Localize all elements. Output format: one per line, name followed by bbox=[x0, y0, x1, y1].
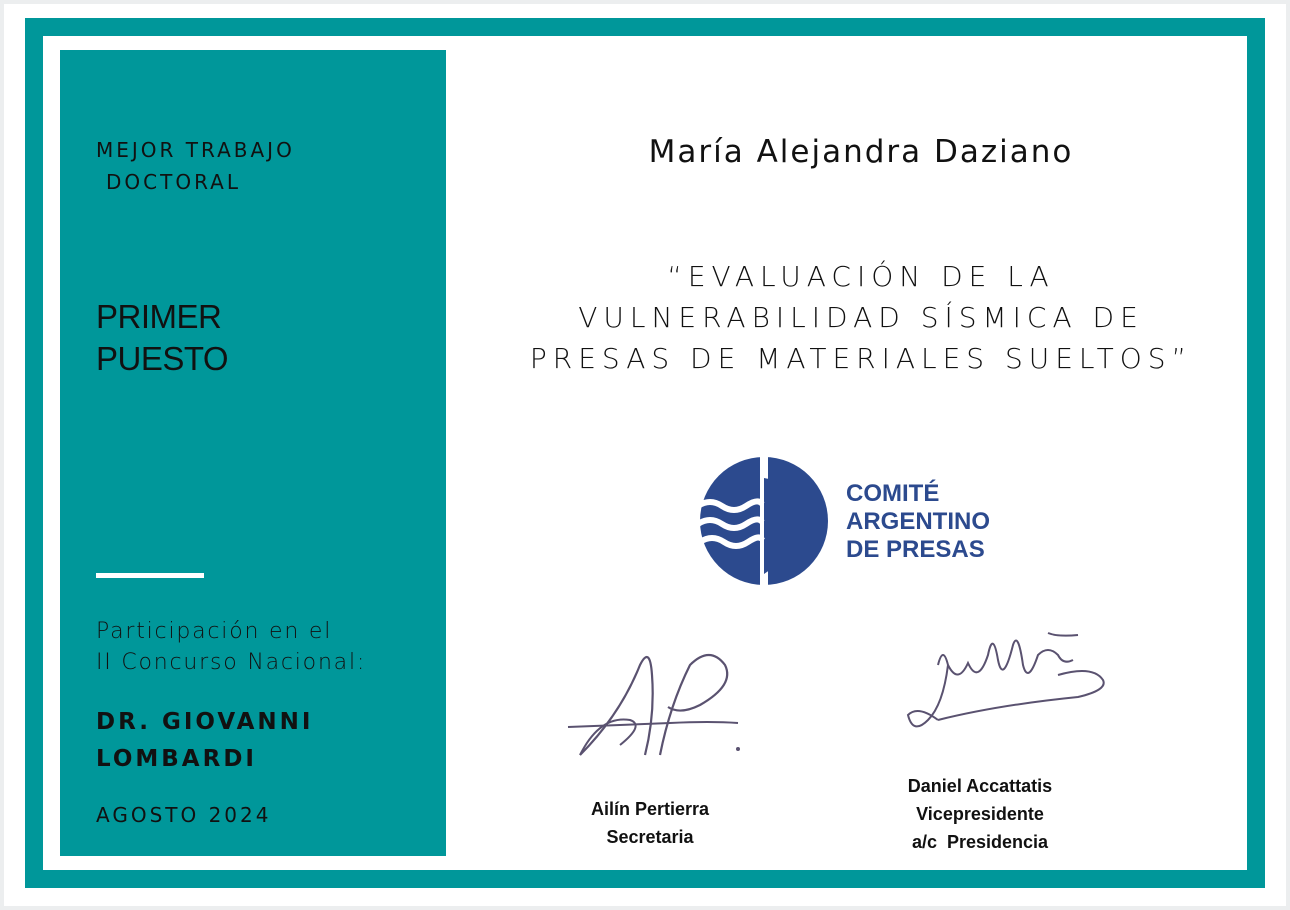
contest-name-line2: LOMBARDI bbox=[96, 746, 257, 772]
participation-text bbox=[96, 616, 436, 678]
contest-name-line1: DR. GIOVANNI bbox=[96, 709, 314, 735]
signatory-accattatis bbox=[880, 772, 1080, 856]
participation-line2: II Concurso Nacional: bbox=[96, 650, 367, 675]
organization-name-line3: DE PRESAS bbox=[846, 536, 985, 563]
award-place-line1: PRIMER bbox=[96, 298, 222, 335]
thesis-title-line3: PRESAS DE MATERIALES SUELTOS” bbox=[529, 342, 1193, 375]
signatory-role: Secretaria bbox=[606, 827, 694, 847]
signatory-pertierra bbox=[560, 795, 740, 851]
recipient-name: María Alejandra Daziano bbox=[648, 134, 1074, 170]
award-date: AGOSTO 2024 bbox=[96, 803, 272, 827]
organization-name-line2: ARGENTINO bbox=[846, 508, 990, 535]
signatory-role-secondary: a/c Presidencia bbox=[911, 832, 1049, 852]
award-side-panel bbox=[60, 50, 446, 856]
signatory-name: Daniel Accattatis bbox=[907, 776, 1053, 796]
award-place-line2: PUESTO bbox=[96, 340, 229, 377]
signatory-role: Vicepresidente bbox=[916, 804, 1044, 824]
award-category-line1: MEJOR TRABAJO bbox=[96, 138, 295, 162]
award-place bbox=[96, 296, 396, 380]
award-category-line2: DOCTORAL bbox=[106, 170, 241, 194]
signature-pertierra bbox=[560, 645, 750, 765]
thesis-title-line2: VULNERABILIDAD SÍSMICA DE bbox=[578, 301, 1144, 334]
organization-name bbox=[846, 480, 990, 564]
dam-water-logo-icon bbox=[698, 456, 828, 586]
organization-logo bbox=[698, 456, 1028, 586]
organization-name-line1: COMITÉ bbox=[846, 480, 940, 507]
award-category bbox=[96, 134, 396, 198]
thesis-title-line1: “EVALUACIÓN DE LA bbox=[667, 260, 1055, 293]
signature-accattatis bbox=[898, 625, 1113, 750]
contest-name bbox=[96, 704, 436, 778]
panel-divider bbox=[96, 573, 204, 578]
thesis-title bbox=[446, 256, 1276, 379]
participation-line1: Participación en el bbox=[96, 619, 333, 644]
signatory-name: Ailín Pertierra bbox=[590, 799, 710, 819]
